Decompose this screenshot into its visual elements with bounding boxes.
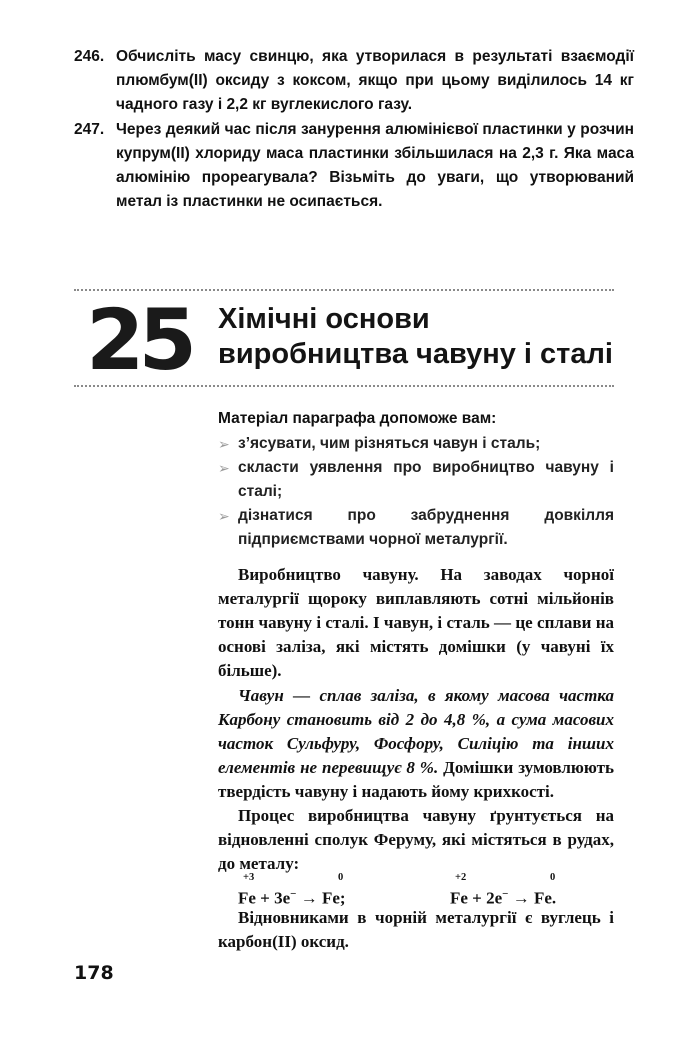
equation-left: Fe + 3e xyxy=(238,888,291,908)
paragraph-production xyxy=(218,563,614,683)
oxidation-state: +3 xyxy=(243,872,255,883)
equation-left: Fe + 2e xyxy=(450,888,503,908)
chapter-title xyxy=(218,302,613,372)
goal-text: скласти уявлення про виробництво чавуну і сталі; xyxy=(238,459,614,500)
electron-charge: − xyxy=(502,888,509,900)
arrow-bullet-icon: ➢ xyxy=(218,508,230,524)
equation-right: Fe. xyxy=(533,888,557,908)
arrow-icon: → xyxy=(300,888,318,908)
goal-text: дізнатися про забруднення довкілля підприємствами чорної металургії. xyxy=(238,507,614,548)
electron-charge: − xyxy=(290,888,297,900)
equation-right: Fe; xyxy=(321,888,346,908)
paragraph-definition xyxy=(218,684,614,804)
divider-bottom xyxy=(74,385,614,387)
arrow-icon: → xyxy=(512,888,530,908)
paragraph-text: На заводах чорної металургії щороку виплавляють сотні мільйонів тонн чавуну і сталі. І чавун, і сталь — це сплави на основі заліза, які містять домішки (у чавуні їх більше). xyxy=(218,565,614,680)
equation-2 xyxy=(450,884,556,909)
oxidation-state: 0 xyxy=(550,872,556,883)
equation-1 xyxy=(238,884,346,909)
problem-246 xyxy=(74,45,634,117)
goals-heading: Матеріал параграфа допоможе вам: xyxy=(218,410,497,427)
goal-text: з’ясувати, чим різняться чавун і сталь; xyxy=(238,435,541,452)
chapter-title-line2: виробництва чавуну і сталі xyxy=(218,338,613,370)
problem-number: 246. xyxy=(74,48,105,65)
goal-item xyxy=(218,456,614,504)
problem-number: 247. xyxy=(74,121,105,138)
goal-item xyxy=(218,432,614,456)
problem-247 xyxy=(74,118,634,214)
problem-text: Через деякий час після занурення алюмінієвої пластинки у розчин купрум(II) хлориду маса пластинки збільшилася на 2,3 г. Яка маса алюмінію прореагувала? Візьміть до уваги, що утворюваний метал із пластинки не осипається. xyxy=(116,121,634,210)
oxidation-state: +2 xyxy=(455,872,467,883)
paragraph-reducers: Відновниками в чорній металургії є вуглець і карбон(II) оксид. xyxy=(218,908,614,951)
problem-text: Обчисліть масу свинцю, яка утворилася в результаті взаємодії плюмбум(II) оксиду з коксом, якщо при цьому виділилось 14 кг чадного газу і 2,2 кг вуглекислого газу. xyxy=(116,48,634,113)
chapter-title-line1: Хімічні основи xyxy=(218,303,430,335)
definition-text: Чавун — сплав заліза, в якому масова частка Карбону становить від 2 до 4,8 %, а сума масових часток Сульфуру, Фосфору, Силіцію та інших елементів не перевищує 8 %. xyxy=(218,686,614,777)
paragraph-text: Домішки зумовлюють твердість чавуну і надають йому крихкості. xyxy=(218,758,614,801)
paragraph-process: Процес виробництва чавуну ґрунтується на відновленні сполук Феруму, які містяться в рудах, до металу: xyxy=(218,806,614,873)
arrow-bullet-icon: ➢ xyxy=(218,436,230,452)
goal-item xyxy=(218,504,614,552)
chapter-number: 25 xyxy=(86,291,191,389)
oxidation-state: 0 xyxy=(338,872,344,883)
paragraph-title: Виробництво чавуну. xyxy=(238,565,419,584)
arrow-bullet-icon: ➢ xyxy=(218,460,230,476)
page-number: 178 xyxy=(74,962,114,984)
